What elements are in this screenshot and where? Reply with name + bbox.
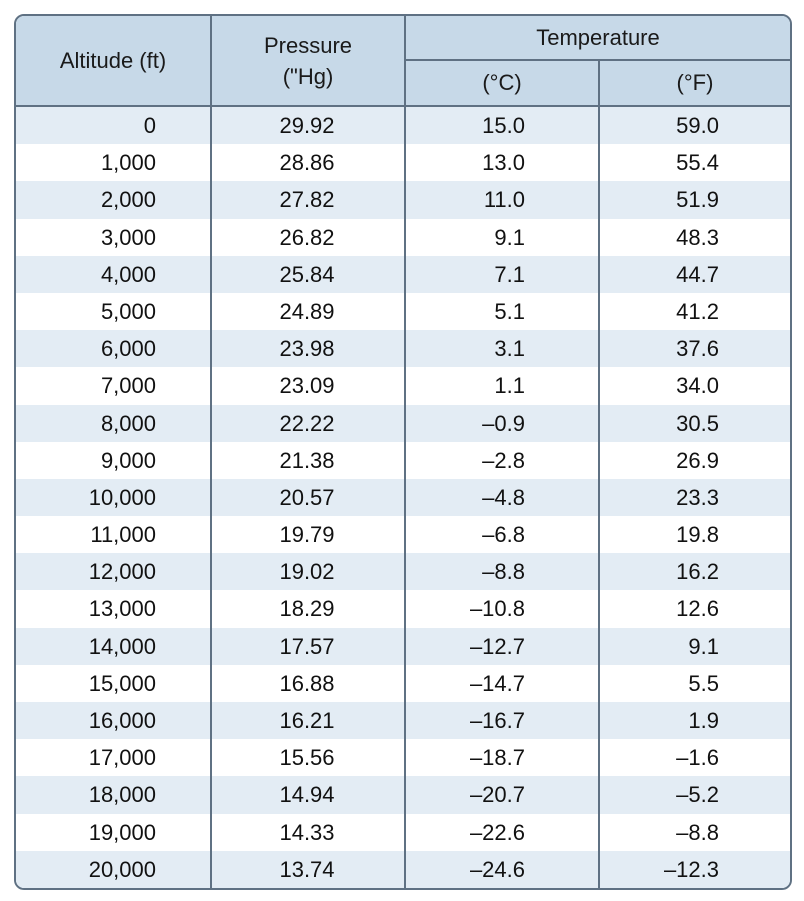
altitude-cell: 12,000	[88, 559, 156, 585]
temp-f-cell: 55.4	[676, 150, 719, 176]
table-row	[16, 590, 790, 627]
altitude-cell: 13,000	[88, 596, 156, 622]
table-row	[16, 479, 790, 516]
temp-f-cell: –12.3	[663, 856, 719, 882]
pressure-cell: 14.94	[279, 782, 335, 808]
temp-c-cell: 13.0	[482, 150, 525, 176]
altitude-cell: 10,000	[88, 484, 156, 510]
altitude-cell: 14,000	[88, 633, 156, 659]
temp-f-cell: 23.3	[676, 484, 719, 510]
header-bottom-divider	[16, 105, 790, 107]
pressure-cell: 25.84	[279, 261, 335, 287]
table-row	[16, 256, 790, 293]
table-row	[16, 330, 790, 367]
temperature-subheader-divider	[404, 59, 790, 61]
temp-c-cell: –6.8	[482, 522, 525, 548]
pressure-cell: 22.22	[279, 410, 335, 436]
altitude-cell: 5,000	[100, 298, 156, 324]
altitude-cell: 16,000	[88, 708, 156, 733]
table-row	[16, 293, 790, 330]
column-divider-3	[598, 59, 600, 888]
header-celsius: (°C)	[482, 70, 522, 95]
header-pressure: Pressure	[263, 33, 353, 58]
table-row	[16, 181, 790, 218]
temp-f-cell: 59.0	[676, 113, 719, 138]
temp-c-cell: 1.1	[494, 373, 525, 399]
pressure-cell: 14.33	[279, 819, 335, 845]
altitude-cell: 4,000	[100, 261, 156, 287]
table-body	[16, 107, 790, 888]
header-altitude: Altitude (ft)	[59, 47, 167, 73]
altitude-cell: 9,000	[100, 447, 156, 473]
table-row	[16, 405, 790, 442]
altitude-cell: 0	[143, 113, 156, 138]
table-row	[16, 442, 790, 479]
temp-c-cell: –24.6	[469, 856, 525, 882]
temp-c-cell: –14.7	[469, 670, 525, 696]
temp-f-cell: –1.6	[676, 745, 719, 771]
temp-f-cell: –8.8	[676, 819, 719, 845]
temp-f-cell: 34.0	[676, 373, 719, 399]
temp-f-cell: 51.9	[676, 187, 719, 213]
table-row	[16, 851, 790, 888]
temp-f-cell: 16.2	[676, 559, 719, 585]
standard-atmosphere-table	[14, 14, 792, 890]
table-row	[16, 628, 790, 665]
altitude-cell: 2,000	[100, 187, 156, 213]
altitude-cell: 17,000	[88, 745, 156, 771]
temp-c-cell: 11.0	[483, 187, 525, 213]
altitude-cell: 11,000	[90, 522, 156, 548]
altitude-cell: 19,000	[88, 819, 156, 845]
pressure-cell: 23.98	[279, 336, 335, 362]
table-row	[16, 367, 790, 404]
table-row	[16, 702, 790, 739]
altitude-cell: 3,000	[100, 224, 156, 250]
table-row	[16, 516, 790, 553]
table-row	[16, 219, 790, 256]
pressure-cell: 17.57	[279, 633, 335, 659]
altitude-cell: 20,000	[88, 856, 156, 882]
temp-f-cell: 44.7	[676, 261, 719, 287]
temp-c-cell: –8.8	[482, 559, 525, 585]
altitude-cell: 1,000	[100, 150, 156, 176]
temp-c-cell: –0.9	[482, 410, 525, 436]
column-divider-2	[404, 16, 406, 888]
pressure-cell: 24.89	[279, 298, 335, 324]
pressure-cell: 27.82	[279, 187, 335, 213]
temp-f-cell: –5.2	[676, 782, 719, 808]
pressure-cell: 26.82	[279, 224, 335, 250]
altitude-cell: 18,000	[88, 782, 156, 808]
altitude-cell: 8,000	[100, 410, 156, 436]
altitude-cell: 15,000	[88, 670, 156, 696]
header-temperature: Temperature	[536, 24, 660, 50]
table-row	[16, 776, 790, 813]
temp-f-cell: 5.5	[688, 670, 719, 696]
pressure-cell: 13.74	[279, 856, 335, 882]
pressure-cell: 21.38	[279, 447, 335, 473]
temp-c-cell: –10.8	[469, 596, 525, 622]
table-row	[16, 107, 790, 144]
pressure-cell: 20.57	[279, 484, 335, 510]
temp-c-cell: 3.1	[494, 336, 525, 362]
temp-c-cell: 5.1	[494, 298, 525, 324]
temp-f-cell: 48.3	[676, 224, 719, 250]
temp-f-cell: 19.8	[676, 522, 719, 548]
altitude-cell: 7,000	[100, 373, 156, 399]
temp-c-cell: –12.7	[469, 633, 525, 659]
temp-c-cell: 7.1	[494, 261, 525, 287]
table-row	[16, 665, 790, 702]
header-fahrenheit: (°F)	[676, 70, 714, 95]
pressure-cell: 16.88	[279, 670, 335, 696]
pressure-cell: 18.29	[279, 596, 335, 622]
temp-f-cell: 41.2	[676, 298, 719, 324]
pressure-cell: 23.09	[279, 373, 335, 399]
table-row	[16, 739, 790, 776]
pressure-cell: 29.92	[279, 113, 335, 138]
temp-c-cell: –2.8	[482, 447, 525, 473]
table-row	[16, 553, 790, 590]
temp-f-cell: 12.6	[676, 596, 719, 622]
pressure-cell: 28.86	[279, 150, 335, 176]
column-divider-1	[210, 16, 212, 888]
temp-f-cell: 30.5	[676, 410, 719, 436]
pressure-cell: 15.56	[279, 745, 335, 771]
temp-c-cell: –22.6	[469, 819, 525, 845]
pressure-cell: 16.21	[279, 708, 335, 733]
altitude-cell: 6,000	[100, 336, 156, 362]
temp-c-cell: –18.7	[469, 745, 525, 771]
pressure-cell: 19.79	[279, 522, 335, 548]
temp-c-cell: –4.8	[482, 484, 525, 510]
temp-f-cell: 26.9	[676, 447, 719, 473]
temp-f-cell: 1.9	[688, 708, 719, 733]
temp-c-cell: 9.1	[494, 224, 525, 250]
pressure-cell: 19.02	[279, 559, 335, 585]
table-row	[16, 814, 790, 851]
temp-c-cell: 15.0	[482, 113, 525, 138]
table-row	[16, 144, 790, 181]
temp-f-cell: 37.6	[676, 336, 719, 362]
temp-c-cell: –16.7	[469, 708, 525, 733]
header-pressure-unit: ("Hg)	[282, 64, 334, 89]
temp-c-cell: –20.7	[469, 782, 525, 808]
temp-f-cell: 9.1	[688, 633, 719, 659]
